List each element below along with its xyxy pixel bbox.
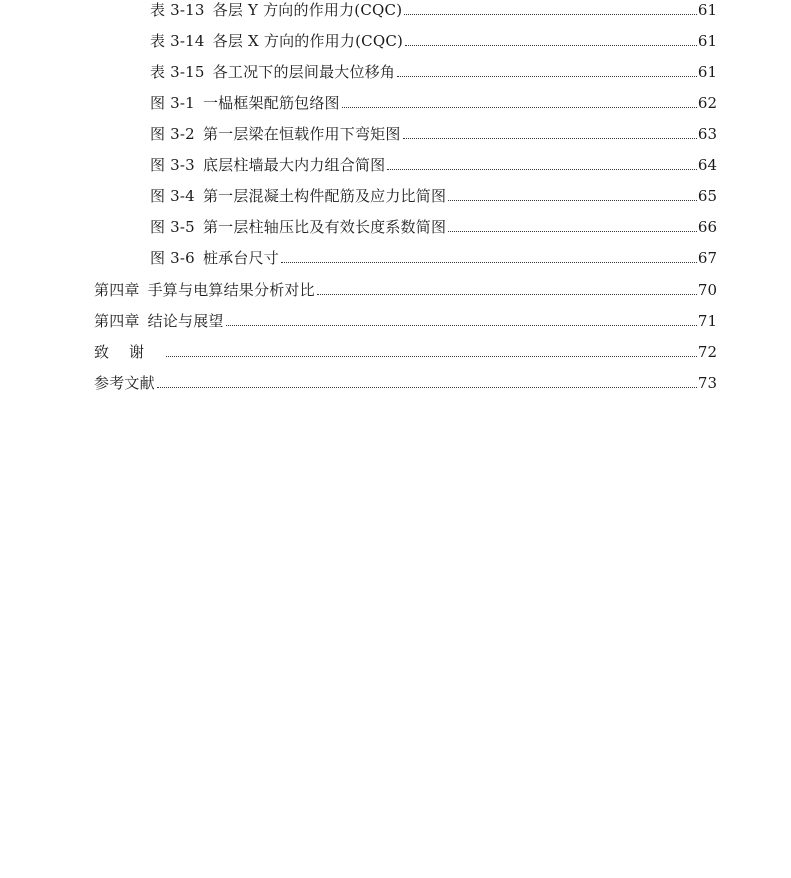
toc-entry-number: 第四章 [94, 281, 140, 299]
toc-entry-label [150, 62, 395, 82]
toc-entry-page: 66 [697, 218, 717, 236]
toc-entry-title: 一榀框架配筋包络图 [202, 94, 340, 112]
toc-entry-number: 图 3-4 [150, 187, 195, 205]
toc-entry-page: 61 [697, 32, 717, 50]
toc-entry-label [150, 31, 403, 51]
toc-entry-number: 图 3-2 [150, 125, 195, 143]
toc-entry-number: 图 3-1 [150, 94, 195, 112]
toc-entry-label [150, 186, 446, 206]
toc-entry-title: 各层 Y 方向的作用力(CQC) [212, 1, 403, 19]
toc-entry-label [150, 217, 446, 237]
toc-entry-title: 第一层梁在恒载作用下弯矩图 [202, 125, 401, 143]
toc-entry-title: 手算与电算结果分析对比 [147, 281, 315, 299]
dot-leader [405, 44, 697, 46]
toc-entry-title: 参考文献 [94, 374, 155, 392]
toc-entry-title: 结论与展望 [147, 312, 224, 330]
dot-leader [166, 355, 697, 357]
toc-entry-page: 71 [697, 312, 717, 330]
toc-entry-chapter-4-conclusion[interactable] [94, 311, 717, 331]
dot-leader [448, 230, 697, 232]
dot-leader [403, 137, 697, 139]
dot-leader [404, 13, 697, 15]
toc-entry-figure-3-4[interactable] [150, 186, 717, 206]
dot-leader [317, 293, 697, 295]
toc-entry-page: 72 [697, 343, 717, 361]
toc-entry-table-3-14[interactable] [150, 31, 717, 51]
toc-entry-number: 图 3-6 [150, 249, 195, 267]
toc-entry-number: 表 3-15 [150, 63, 205, 81]
toc-entry-title: 第一层柱轴压比及有效长度系数简图 [202, 218, 447, 236]
dot-leader [342, 106, 697, 108]
toc-entry-page: 64 [697, 156, 717, 174]
toc-entry-title: 各工况下的层间最大位移角 [212, 63, 396, 81]
toc-entry-label [94, 280, 315, 300]
toc-entry-label [150, 124, 401, 144]
toc-entry-label [150, 155, 385, 175]
dot-leader [387, 168, 697, 170]
dot-leader [448, 199, 697, 201]
toc-entry-page: 61 [697, 1, 717, 19]
toc-entry-figure-3-5[interactable] [150, 217, 717, 237]
toc-entry-figure-3-3[interactable] [150, 155, 717, 175]
toc-entry-number: 表 3-13 [150, 1, 205, 19]
toc-entry-page: 67 [697, 249, 717, 267]
toc-entry-acknowledgements[interactable] [94, 342, 717, 362]
toc-entry-figure-3-1[interactable] [150, 93, 717, 113]
toc-entry-label [150, 93, 340, 113]
toc-entry-page: 63 [697, 125, 717, 143]
toc-entry-figure-3-2[interactable] [150, 124, 717, 144]
toc-entry-table-3-15[interactable] [150, 62, 717, 82]
toc-entry-page: 70 [697, 281, 717, 299]
toc-entry-number: 图 3-3 [150, 156, 195, 174]
dot-leader [226, 324, 697, 326]
toc-entry-references[interactable] [94, 373, 717, 393]
toc-entry-number: 表 3-14 [150, 32, 205, 50]
toc-entry-page: 62 [697, 94, 717, 112]
dot-leader [397, 75, 697, 77]
toc-entry-figure-3-6[interactable] [150, 248, 717, 268]
toc-entry-table-3-13[interactable] [150, 0, 717, 20]
dot-leader [281, 261, 697, 263]
toc-entry-title: 各层 X 方向的作用力(CQC) [212, 32, 404, 50]
toc-entry-chapter-4-comparison[interactable] [94, 280, 717, 300]
dot-leader [157, 386, 697, 388]
toc-entry-title: 致谢 [94, 343, 165, 361]
toc-entry-number: 图 3-5 [150, 218, 195, 236]
toc-entry-page: 73 [697, 374, 717, 392]
toc-entry-page: 65 [697, 187, 717, 205]
toc-entry-title: 底层柱墙最大内力组合简图 [202, 156, 386, 174]
toc-entry-label [94, 311, 224, 331]
toc-entry-label [150, 248, 279, 268]
toc-entry-number: 第四章 [94, 312, 140, 330]
toc-entry-page: 61 [697, 63, 717, 81]
toc-entry-title: 第一层混凝土构件配筋及应力比简图 [202, 187, 447, 205]
toc-entry-title: 桩承台尺寸 [202, 249, 279, 267]
toc-entry-label [150, 0, 402, 20]
